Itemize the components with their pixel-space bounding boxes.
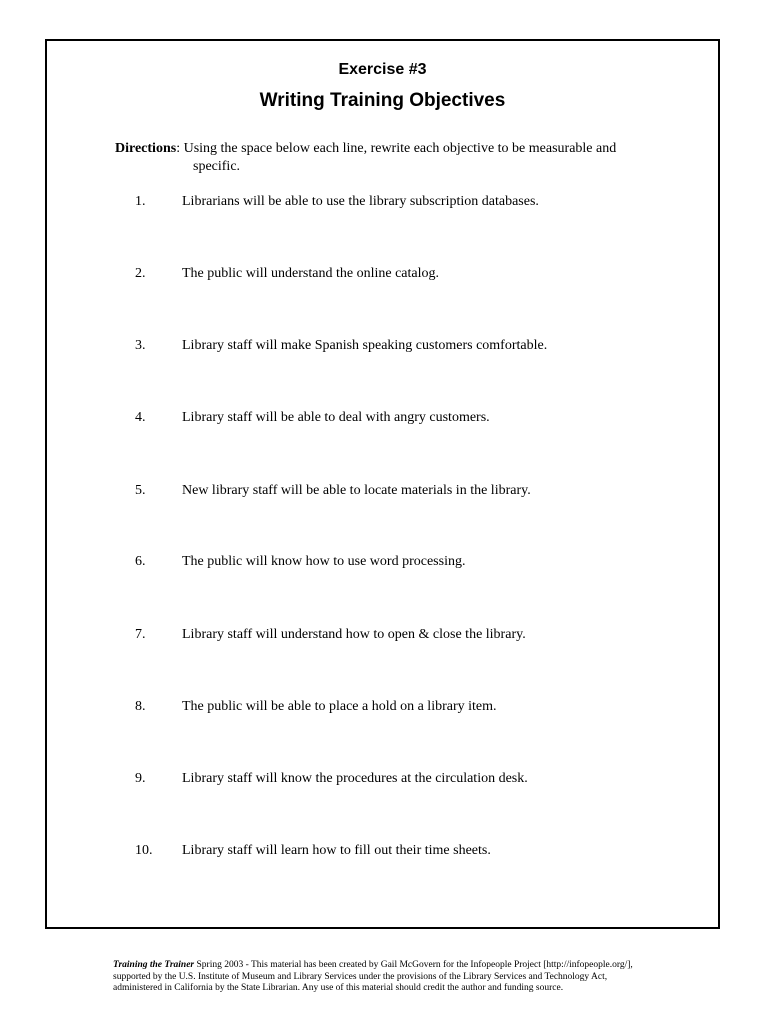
footer-line-3: administered in California by the State Librarian. Any use of this material should credit the author and funding source.	[113, 983, 564, 993]
directions-label: Directions	[115, 141, 177, 156]
footer-program-name: Training the Trainer	[113, 960, 195, 970]
objective-number: 7.	[135, 627, 146, 642]
objective-number: 2.	[135, 266, 146, 281]
objective-text: Library staff will know the procedures at the circulation desk.	[182, 771, 528, 786]
objective-number: 9.	[135, 771, 146, 786]
directions-text: : Using the space below each line, rewrite each objective to be measurable and	[176, 141, 617, 156]
objective-number: 5.	[135, 483, 146, 498]
footer-credit	[113, 960, 673, 995]
objectives-list	[47, 41, 718, 927]
objective-text: The public will understand the online catalog.	[182, 266, 439, 281]
worksheet-frame	[45, 39, 720, 929]
objective-number: 8.	[135, 699, 146, 714]
objective-text: Library staff will understand how to open & close the library.	[182, 627, 526, 642]
objective-text: Library staff will be able to deal with angry customers.	[182, 410, 490, 425]
footer-line-2: supported by the U.S. Institute of Museum and Library Services under the provisions of the Library Services and Technology Act,	[113, 971, 608, 982]
objective-text: Library staff will make Spanish speaking customers comfortable.	[182, 338, 548, 353]
footer-line-1	[113, 960, 673, 972]
objective-text: The public will be able to place a hold on a library item.	[182, 699, 497, 714]
objective-text: New library staff will be able to locate materials in the library.	[182, 483, 531, 498]
objective-text: Librarians will be able to use the library subscription databases.	[182, 194, 539, 209]
objective-number: 6.	[135, 554, 146, 569]
objective-text: Library staff will learn how to fill out their time sheets.	[182, 843, 491, 858]
objective-number: 3.	[135, 338, 146, 353]
page-title: Writing Training Objectives	[259, 90, 506, 111]
objective-number: 4.	[135, 410, 146, 425]
directions-line-2: specific.	[193, 159, 241, 174]
footer-line-1-text: Spring 2003 - This material has been created by Gail McGovern for the Infopeople Project [http://infopeople.org/],	[194, 960, 633, 970]
exercise-label: Exercise #3	[338, 61, 427, 78]
objective-number: 10.	[135, 843, 153, 858]
objective-text: The public will know how to use word processing.	[182, 554, 466, 569]
objective-number: 1.	[135, 194, 146, 209]
